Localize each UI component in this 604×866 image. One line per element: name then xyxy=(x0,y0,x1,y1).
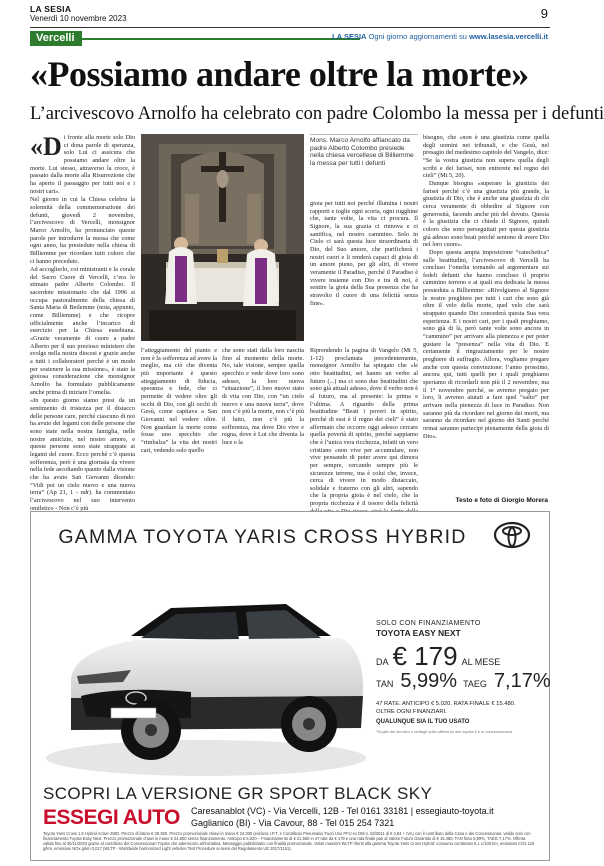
article-column-b: che sono stati dalla loro nascita fino al momento della morte. No, tale visione, sempre quella specchio e vede dove loro sono adesso, la loro nuova “situazione”, il loro nuovo stato di vita con Dio, con “un cielo nuovo e una nuova terra”, dove non c’è più la morte, non c’è più il lutto, non c’è più la sofferenza, ma dove Dio vive e regna, dove è Lui che diventa la luce e la xyxy=(222,347,304,446)
paragraph: Nel giorno in cui la Chiesa celebra la solennità della commemorazione dei defunti, giovedì 2 novembre, l’arcivescovo di Vercelli, monsignor Marco Arnolfo, ha pronunciato queste parole per introdurre la messa che come ogni anno, ha presieduto nella chiesa di Billiemme per ricordare tutti coloro che ci hanno preceduto. xyxy=(30,196,135,265)
installments-note: 47 RATE. ANTICIPO € 5.020. RATA FINALE € 15.480. xyxy=(376,701,516,707)
used-car-note: QUALUNQUE SIA IL TUO USATO xyxy=(376,719,470,725)
article-signature: Testo e foto di Giorgio Morera xyxy=(455,497,548,504)
promo-url[interactable]: www.lasesia.vercelli.it xyxy=(469,32,548,41)
taeg-label: TAEG xyxy=(463,679,487,689)
paragraph: Dunque bisogna «superare la giustizia dei farisei perché c’è una giustizia più grande, la giustizia di Dio, che è anche una giustizia di chi cerca veramente di obbedire al Signore con generosità, facendo anche più del dovuto. Questa è la giustizia che ci chiede il Signore, quindi coloro che sono perseguitati per questa giustizia già adesso sono beati perché sentono di avere Dio nel loro cuore». xyxy=(423,179,549,249)
monthly-price: € 179 xyxy=(392,641,458,671)
photo-caption: Mons. Marco Arnolfo affiancato da padre Alberto Colombo presiede nella chiesa vercellese di Billiemme la messa per tutti i defunti xyxy=(310,134,418,194)
promo-text: Ogni giorno aggiornamenti su xyxy=(368,32,467,41)
toyota-advertisement[interactable] xyxy=(30,511,550,861)
publication-name: LA SESIA xyxy=(30,4,72,14)
paragraph: «In questo giorno siamo presi da un sentimento di tristezza per il distacco delle persone care, perché ciascuno di noi ha avuto dei legami con delle persone che sono state nella nostra famiglia, nelle nostre amicizie, nel nostro amore, e queste persone sono state strappate ai legami del cuore. Ecco perché c’è questa sofferenza, però è una giornata da vivere nella fede ascoltando quanto dalla visione che ha avuto San Giovanni dicendo: “Vidi poi un cielo nuovo e una nuova terra” (Ap 21, 1 - ndr). ha commentato l’arcivescovo nel suo intervento omiletico - Non c’è più xyxy=(30,397,135,512)
ad-title: GAMMA TOYOTA YARIS CROSS HYBRID xyxy=(58,526,467,548)
article-column-a: l’atteggiamento del pianto e non è la sofferenza ad avere la meglio, ma ciò che diventa più importante è questo atteggiamento di fiducia, speranza e fede, che ci permette di vedere oltre gli occhi di Dio, con gli occhi di Gesù, come capitava a San Giovanni nel vedere oltre. Non guardare la morte come fosse uno specchio che “rimbalza” la vita dei nostri cari, vedendo solo quello xyxy=(141,347,217,454)
yaris-cross-car-image xyxy=(41,558,371,788)
page-number: 9 xyxy=(540,6,548,21)
article-column-4 xyxy=(423,134,549,508)
other-loans-note: OLTRE OGNI FINANZIARI. xyxy=(376,709,447,715)
dealer-name: ESSEGI AUTO xyxy=(43,806,180,829)
headline: «Possiamo andare oltre la morte» xyxy=(30,54,529,94)
subheadline: L’arcivescovo Arnolfo ha celebrato con padre Colombo la messa per i defunti xyxy=(30,104,604,124)
top-rule xyxy=(30,27,550,28)
photo-illustration xyxy=(141,134,304,341)
tan-value: 5,99% xyxy=(400,670,458,692)
dealer-address-2: Gaglianico (BI) - Via Cavour, 88 - Tel 015 254 7321 xyxy=(191,818,395,828)
article-column-1 xyxy=(30,132,135,512)
offer-name: TOYOTA EASY NEXT xyxy=(376,628,461,638)
drop-cap: «D xyxy=(30,132,62,161)
offer-intro: SOLO CON FINANZIAMENTO xyxy=(376,620,481,627)
ad-legal-text: Toyota Yaris Cross 1.5 Hybrid Active 2WD. Prezzo di listino € 28.350. Prezzo promozionale chiavi in mano € 24.300 (esclusa I.P.T. e Contributo Pneumatici Fuori Uso PFU ex DM n. 82/2011 di € 4,94 + IVA) con il contributo della Casa e dei Concessionari, valido solo con finanziamento Toyota Easy Next. Prezzo promozionale chiavi in mano € 24.800 senza finanziamento. Anticipo € 5.020 – Finanziamento di € 21.560 in 47 rate da € 179 e una rata finale pari al Valore Futuro Garantito di € 15.480. TAN fisso 5,99%, TAEG 7,17%. Offerta valida fino al 30/11/2023 grazie al contributo dei Concessionari Toyota che aderiscono all’iniziativa. Messaggio pubblicitario con finalità promozionale. Valori massimi WLTP riferiti alla gamma Toyota Yaris Cross Hybrid: consumo combinato 5,1 L/100 km, emissioni CO2 115 g/km, emissioni NOx g/km 0,017 (WLTP - Worldwide harmonized Light vehicles Test Procedure ai sensi del Regolamento UE 2017/1151). xyxy=(43,831,535,851)
finance-offer xyxy=(376,620,551,734)
promo-brand: LA SESIA xyxy=(332,32,367,41)
toyota-logo-icon xyxy=(493,520,531,550)
monthly-suffix: AL MESE xyxy=(461,657,501,667)
gr-sport-line: SCOPRI LA VERSIONE GR SPORT BLACK SKY xyxy=(43,784,433,803)
offer-fine-print: *Soglie del servizio e dettagli sulla offerta su sito toyota.it e in concessionaria xyxy=(376,729,513,734)
taeg-value: 7,17% xyxy=(493,670,551,692)
article-column-c: Riprendendo la pagina di Vangelo (Mt 5, 1-12) proclamata precedentemente, monsignor Arnolfo ha spiegato che «le otto beatitudini, sei hanno un verbo al futuro (...) ma ci sono due beatitudini che sono già attuali adesso, dove il verbo non è al futuro, ma al presente: la prima e l’ultima. A riguardo della prima beatitudine “Beati i poveri in spirito, perché di essi è il regno dei cieli” è stato affermato che occorre oggi adesso cercare quella povertà di spirito, perché sappiamo che è l’unica vera ricchezza, infatti un vero cristiano «non vive per accumulare, non vive pensando di poter avere qui dimora per sempre, cercando sempre più le sicurezze terrene, ma è colui che, invece, cerca di vivere in modo distaccato, solidale e fraterno con gli altri, sapendo che la propria gioia è nel cielo, che la propria ricchezza è il tesoro della felicità xyxy=(310,347,418,508)
paragraph: Ad accoglierlo, coi ministranti e la corale del Sacro Cuore di Vercelli, c’era lo stimato padre Alberto Colombo. Il sacerdote missionario che dal 1996 si occupa pastoralmente della chiesa di Santa Maria di Betlemme (nota, appunto, come Billiemme) e che ricopre ufficialmente anche l’incarico di esercizio per la Chiesa eusebiana. «Grazie veramente di cuore a padre Alberto per il suo prezioso ministero che svolge nella nostra diocesi e grazie anche a tutti i collaboratori perché è un modo per sostenere la sua missione», è stato la gioiosa considerazione che monsignor Arnolfo ha formulato pubblicamente anche prima di iniziare l’omelia. xyxy=(30,266,135,396)
section-label: Vercelli xyxy=(30,31,82,46)
article-column-3-top: gioia per tutti noi perché illumina i nostri rapporti e toglie ogni scoria, ogni rugghine che, tante volte, la vita ci procura. Il Signore, la sua grazia ci rinnova e ci santifica, nel nostro cammino. Solo in Cielo ci sarà questa luce straordinaria di Dio, del Suo amore, che purificherà i nostri cuori e li renderà capaci di gioia di un amore pieno, per gli altri, di vivere veramente il Paradiso, perché il Paradiso è vivere insieme con Dio e tra di noi, è sentire la gioia della Sua presenza che ha stravolto il cuore di una felicità senza fine». xyxy=(310,200,418,307)
dealer-address-1: Caresanablot (VC) - Via Vercelli, 12B - Tel 0161 33181 | essegiauto-toyota.it xyxy=(191,806,494,816)
paragraph: bisogno, che «non è una giustizia come quella degli uomini nei tribunali, e che Gesù, nel presagio del medesimo capitolo del Vangelo, dice: “Se la vostra giustizia non supera quella degli scribi e dei farisei, non entrerete nel regno dei cieli” (Mt 5, 20). xyxy=(423,134,549,180)
section-rule xyxy=(82,38,360,40)
paragraph: i fronte alla morte solo Dio ci dona parole di speranza, solo Lui ci assicura che possiamo andare oltre la morte. Lui stesso, attraverso la croce, è passato dalla morte alla Risurrezione che ha aperto il passaggio per tutti noi e i nostri cari». xyxy=(30,134,135,195)
da-label: DA xyxy=(376,657,389,667)
issue-date: Venerdì 10 novembre 2023 xyxy=(30,14,127,23)
tan-label: TAN xyxy=(376,679,394,689)
church-mass-photo xyxy=(141,134,304,341)
promo-banner[interactable] xyxy=(332,32,548,41)
paragraph: Dopo questa ampia imposizione “catechetica” sulle beatitudini, l’arcivescovo di Vercelli ha concluso l’omelia tornando ad argomentare sui fedeli defunti che hanno concluso il proprio cammino terreno e ai quali era dedicata la messa presieduta a Billiemme: «Rivolgiamo al Signore le nostre preghiere per tutti i cari che sono già oltre il velo della morte, quel velo che sarà strappato quando Dio concederà questa Sua vera esperienza. E i nostri cari, per i quali preghiamo, sono già di là, però tante volte sono ancora in “cammino” per arrivare alla pienezza e per poter gustare la “presenza” nella vita di Dio. E certamente il ringraziamento per le nostre preghiere di suffragio. Allora, vogliamo pregare anche con questa convinzione: l’anno prossimo, ancora qui, tutti quelli per i quali preghiamo speriamo di ricordarli non più il 2 novembre, ma il 1° novembre perché, se avremo pregato per loro, li avremo aiutati a fare quel “salto” per arrivare nella pienezza di luce in Paradiso. Non saranno più da ricordare nel giorno dei morti, ma saranno da ricordare nel giorno dei Santi perché ormai saranno partecipi pienamente della gioia di Dio». xyxy=(423,248,549,440)
